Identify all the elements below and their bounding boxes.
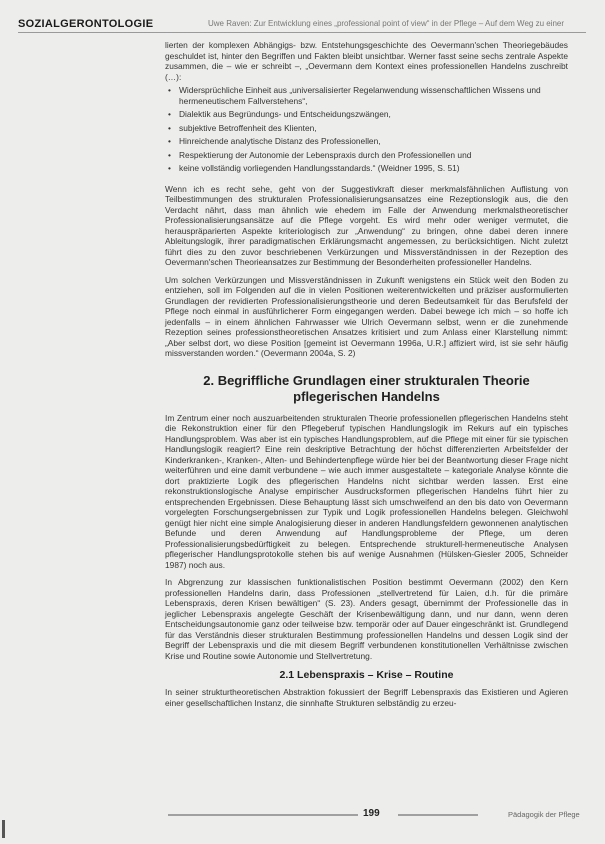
list-item-text: Hinreichende analytische Distanz des Professionellen,	[179, 136, 381, 146]
journal-name: Pädagogik der Pflege	[508, 810, 580, 819]
body-paragraph: In Abgrenzung zur klassischen funktionalistischen Position bestimmt Oevermann (2002) den Kern professionellen Handelns darin, dass Professionen „stellvertretend für Laien, d.h. für die primäre Lebenspraxis, deren Krisen bewältigen“ (S. 23). Anders gesagt, übernimmt der Professionelle das in jeglicher Lebenspraxis angelegte Geschäft der Krisenbewältigung dann, und nur dann, wenn deren Entscheidungsautonomie ganz oder teilweise bzw. temporär oder auf Dauer eingeschränkt ist. Grundlegend für das Verständnis dieser strukturalen Bestimmung professionellen Handelns und dessen Logik sind der Begriff der Lebenspraxis und die mit diesem Begriff verbundenen konstitutionellen Verhältnisse zwischen Krise und Routine sowie Autonomie und Stellvertretung.	[165, 577, 568, 661]
page-number: 199	[363, 808, 380, 819]
list-item-text: subjektive Betroffenheit des Klienten,	[179, 122, 317, 133]
page-footer	[18, 808, 588, 828]
list-item	[168, 136, 568, 147]
list-item-text: Dialektik aus Begründungs- und Entscheidungszwängen,	[179, 109, 391, 119]
header-rule	[18, 32, 586, 33]
section-label: SOZIALGERONTOLOGIE	[18, 18, 154, 30]
body-paragraph: Im Zentrum einer noch auszuarbeitenden strukturalen Theorie professionellen pflegerischen Handelns steht die Rekonstruktion einer für den Pflegeberuf typischen Handlungslogik im Rekurs auf ein typisches Handlungsproblem. Was aber ist ein typisches Handlungsproblem, auf die Pflege mit einer für sie typischen Handlungslogik reagiert? Eine rein deskriptive Betrachtung der höchst differenzierten Arbeitsfelder der Kinderkranken-, Kranken-, Alten- und Behindertenpflege würde hier bei der Beantwortung dieser Frage nicht weiterführen und eine damit verbundene – wie auch immer ausgestaltete – kategoriale Analyse könnte die dort praktizierte Logik des pflegerischen Handelns nicht sichtbar werden lassen. Erst eine rekonstruktionslogische Analyse empirischer Ausdrucksformen pflegerischen Handelns führt hier zu entsprechenden Ergebnissen. Diese Behauptung lässt sich umschweifend an den bis dato von Oevermann vorgelegten Forschungsergebnissen zur Typik und Logik professionellen Handelns belegen. Gleichwohl genügt hier nicht eine simple Analogisierung dieser in anderen Handlungsfeldern gewonnenen analytischen Befunde und deren Anwendung auf Handlungsprobleme der Pflege, um deren Professionalisierungsbedürftigkeit zu belegen. Entsprechende strukturell-hermeneutische Analysen pflegerischer Handlungsprotokolle stehen bis auf wenige Ausnahmen (Hülsken-Giesler 2005, Schneider 1987) noch aus.	[165, 412, 568, 570]
page-header	[18, 18, 588, 34]
list-item	[168, 109, 568, 120]
body-paragraph: Um solchen Verkürzungen und Missverständnissen in Zukunft wenigstens ein Stück weit den Boden zu entziehen, soll im Folgenden auf die in vielen Positionen weiterentwickelten und präziser ausformulierten Grundlagen der revidierten Professionalisierungstheorie und deren Bedeutsamkeit für das Berufsfeld der Pflege noch einmal in ausführlicherer Form eingegangen werden. Dabei bewege ich mich – so hoffe ich jedenfalls – in einem ähnlichen Fahrwasser wie Ulrich Oevermann selbst, wenn er die zunehmende Rezeption seines professionstheoretischen Ansatzes kritisiert und zum Anlass einer Klarstellung nimmt: „Aber selbst dort, wo diese Position [gemeint ist Oevermann 1996a, U.R.] affiziert wird, ist sie sehr häufig missverstanden worden.“ (Oevermann 2004a, S. 2)	[165, 274, 568, 358]
list-item	[168, 149, 568, 161]
bullet-icon: •	[168, 136, 171, 146]
list-item	[168, 163, 568, 174]
main-text	[165, 40, 568, 715]
bullet-list	[165, 85, 568, 174]
list-item	[168, 122, 568, 134]
body-paragraph: In seiner strukturtheoretischen Abstraktion fokussiert der Begriff Lebenspraxis das Existieren und Agieren einer gesellschaftlichen Instanz, die sinnhafte Strukturen selbständig zu erzeu-	[165, 687, 568, 708]
bullet-icon: •	[168, 109, 171, 119]
list-item-text: Respektierung der Autonomie der Lebenspraxis durch den Professionellen und	[179, 149, 472, 160]
footer-rule	[168, 814, 358, 816]
bullet-icon: •	[168, 85, 171, 95]
running-title: Uwe Raven: Zur Entwicklung eines „professional point of view“ in der Pflege – Auf dem Weg zu einer	[208, 19, 565, 28]
scan-mark	[2, 820, 5, 838]
footer-rule	[398, 814, 478, 816]
body-paragraph: Wenn ich es recht sehe, geht von der Suggestivkraft dieser merkmalsfähnlichen Auflistung von Teilbestimmungen des strukturalen Professionalisierungsansatzes eine Rezeptionslogik aus, die den Verdacht nährt, dass man ähnlich wie ehedem im Falle der Anwendung merkmalstheoretischer Professionalisierungsansätze auf die Pflege vorgeht. Es wird mehr oder weniger vermutet, die herauspräparierten Aspekte kriteriologisch zur „Anwendung“ zu bringen, ohne dabei deren innere Ableitungslogik, ihrer paradigmatischen Erklärungsmacht angemessen, zu berücksichtigen. Nicht zuletzt führt dies zu den zuvor beschriebenen Verkürzungen und Missverständnissen in der Rezeption des Oevermann'schen Theorieansatzes zur Bestimmung der Besonderheiten professioneller Handelns.	[165, 183, 568, 267]
bullet-icon: •	[168, 163, 171, 173]
list-item-text: Widersprüchliche Einheit aus „universalisierter Regelanwendung wissenschaftlichen Wissens und hermeneutischem Fallverstehens“,	[179, 85, 541, 106]
list-item	[168, 85, 568, 106]
intro-paragraph: lierten der komplexen Abhängigs- bzw. Entstehungsgeschichte des Oevermann'schen Theoriegebäudes geschuldet ist, hinter den Begriffen und Fakten bleibt unsichtbar. Werner fasst seine sechs zentrale Aspekte zusammen, die – wie er schreibt –, „Oevermann dem Kontext eines professionellen Handelns zuschreibt (…):	[165, 40, 568, 82]
bullet-icon: •	[168, 122, 171, 133]
subsection-heading: 2.1 Lebenspraxis – Krise – Routine	[279, 669, 454, 681]
section-heading: 2. Begriffliche Grundlagen einer strukturalen Theorie pflegerischen Handelns	[203, 372, 530, 404]
list-item-text: keine vollständig vorliegenden Handlungsstandards.“ (Weidner 1995, S. 51)	[179, 163, 460, 173]
bullet-icon: •	[168, 149, 171, 160]
